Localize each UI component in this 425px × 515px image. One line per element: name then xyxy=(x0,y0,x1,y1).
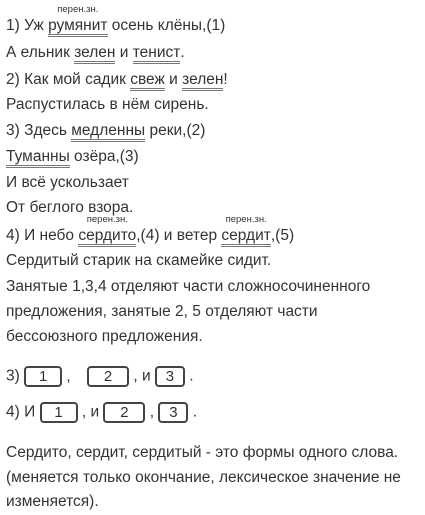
poem-line-1 xyxy=(6,4,226,37)
conclusion-line-1 xyxy=(6,443,398,463)
text: реки,(2) xyxy=(145,122,206,139)
poem-line-7 xyxy=(6,173,129,193)
poem-line-3 xyxy=(6,70,228,91)
predicate-tenist: тенист xyxy=(133,44,181,64)
scheme-separator: , и xyxy=(81,403,100,421)
scheme-3 xyxy=(6,366,194,387)
text: изменяется). xyxy=(6,493,99,510)
text: и xyxy=(164,71,183,88)
scheme-prefix: 4) И xyxy=(6,403,36,421)
predicate-zelen: зелен xyxy=(74,44,115,64)
text: От беглого взора. xyxy=(6,199,134,216)
text: (меняется только окончание, лексическое значение не xyxy=(6,469,401,486)
text: ,(4) и ветер xyxy=(136,227,222,244)
text: Занятые 1,3,4 отделяют части сложносочиненного xyxy=(6,278,371,295)
scheme-4 xyxy=(6,402,197,423)
explanation-line-2 xyxy=(6,302,318,322)
predicate-serdito xyxy=(78,214,137,247)
text: 1) Уж xyxy=(6,17,49,34)
predicate-medlenny: медленны xyxy=(71,122,145,142)
scheme-separator: , xyxy=(149,403,155,421)
clause-box: 1 xyxy=(24,366,62,387)
scheme-end: . xyxy=(189,367,194,385)
clause-box: 1 xyxy=(40,402,78,423)
text: Сердито, сердит, сердитый - это формы одного слова. xyxy=(6,444,399,461)
text: озёра,(3) xyxy=(69,148,139,165)
predicate-svezh: свеж xyxy=(130,71,165,91)
text: и xyxy=(115,44,133,61)
text: ! xyxy=(223,71,228,88)
word: сердит xyxy=(221,227,271,244)
text: А ельник xyxy=(6,44,75,61)
poem-line-10 xyxy=(6,251,271,271)
text: Сердитый старик на скамейке сидит. xyxy=(6,252,272,269)
poem-line-2 xyxy=(6,43,185,64)
text: . xyxy=(180,44,185,61)
word: румянит xyxy=(48,17,108,34)
clause-box: 3 xyxy=(158,402,188,423)
text: осень клёны,(1) xyxy=(107,17,226,34)
text: И всё ускользает xyxy=(6,174,129,191)
text: Распустилась в нём сирень. xyxy=(6,96,209,113)
text: 4) И небо xyxy=(6,227,79,244)
figurative-note: перен.зн. xyxy=(86,214,128,225)
text: предложения, занятые 2, 5 отделяют части xyxy=(6,303,318,320)
conclusion-line-3 xyxy=(6,492,99,512)
word: сердито xyxy=(78,227,137,244)
text: бессоюзного предложения. xyxy=(6,328,203,345)
text: 2) Как мой садик xyxy=(6,71,131,88)
figurative-note: перен.зн. xyxy=(225,214,267,225)
text: 3) Здесь xyxy=(6,122,72,139)
scheme-separator: , xyxy=(66,367,71,385)
explanation-line-3 xyxy=(6,327,203,347)
predicate-tumanny: Туманны xyxy=(6,148,70,168)
figurative-note: перен.зн. xyxy=(57,4,99,15)
conclusion-line-2 xyxy=(6,468,401,488)
poem-line-9 xyxy=(6,214,295,247)
scheme-separator: , и xyxy=(133,367,151,385)
text: ,(5) xyxy=(270,227,295,244)
clause-box: 3 xyxy=(155,366,185,387)
explanation-line-1 xyxy=(6,277,370,297)
predicate-rumyanit xyxy=(48,4,108,37)
scheme-end: . xyxy=(192,403,198,421)
clause-box: 2 xyxy=(103,402,145,423)
poem-line-5 xyxy=(6,121,205,142)
clause-box: 2 xyxy=(87,366,129,387)
predicate-zelen: зелен xyxy=(182,71,223,91)
poem-line-4 xyxy=(6,95,209,115)
scheme-prefix: 3) xyxy=(6,367,20,385)
poem-line-6 xyxy=(6,147,139,168)
predicate-serdit xyxy=(221,214,271,247)
